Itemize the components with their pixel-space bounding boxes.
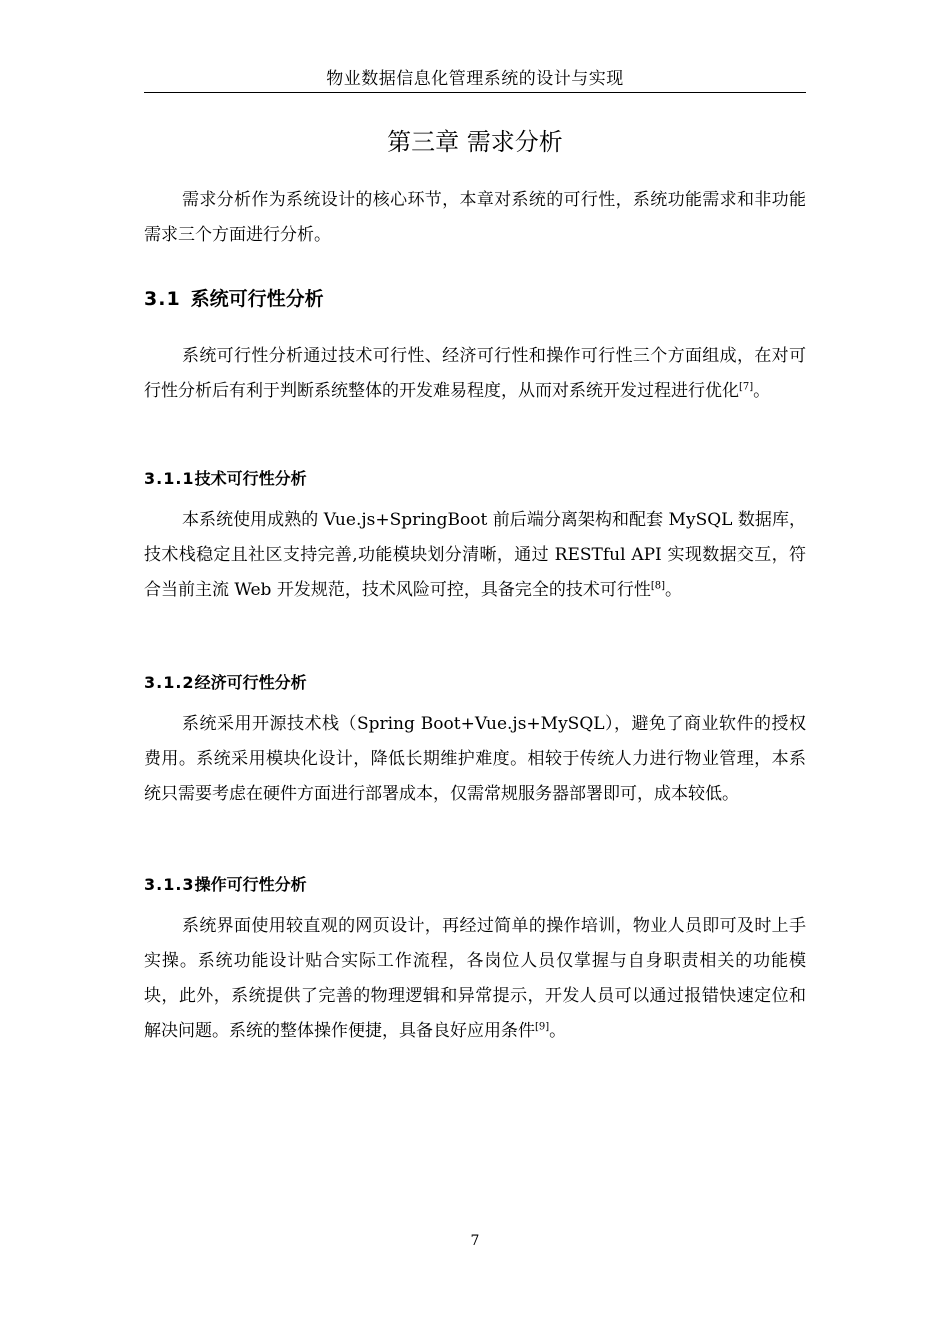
- section-3-1-paragraph: [144, 339, 806, 409]
- paragraph-text: 系统可行性分析通过技术可行性、经济可行性和操作可行性三个方面组成，在对可行性分析后有利于判断系统整体的开发难易程度，从而对系统开发过程进行优化: [144, 346, 806, 401]
- section-heading-3-1-3: [144, 873, 806, 897]
- chapter-title: 第三章 需求分析: [387, 128, 563, 156]
- section-title: 技术可行性分析: [194, 469, 307, 488]
- section-heading-3-1-1: [144, 467, 806, 491]
- section-title: 经济可行性分析: [194, 673, 307, 692]
- paragraph-text: 系统界面使用较直观的网页设计，再经过简单的操作培训，物业人员即可及时上手实操。系统功能设计贴合实际工作流程，各岗位人员仅掌握与自身职责相关的功能模块，此外，系统提供了完善的物理逻辑和异常提示，开发人员可以通过报错快速定位和解决问题。系统的整体操作便捷，具备良好应用条件: [144, 916, 806, 1041]
- section-3-1-2-paragraph: [144, 707, 806, 812]
- section-number: 3.1: [144, 288, 181, 310]
- section-3-1-1-paragraph: [144, 503, 806, 608]
- section-number: 3.1.2: [144, 673, 195, 692]
- citation-marker: [7]: [739, 381, 754, 393]
- section-heading-3-1: [144, 285, 806, 313]
- header-rule: [144, 92, 806, 93]
- chapter-intro-text: 需求分析作为系统设计的核心环节，本章对系统的可行性，系统功能需求和非功能需求三个方面进行分析。: [144, 190, 806, 245]
- section-number: 3.1.3: [144, 875, 195, 894]
- running-header: 物业数据信息化管理系统的设计与实现: [326, 69, 624, 89]
- chapter-intro-paragraph: [144, 183, 806, 253]
- citation-marker: [9]: [535, 1021, 550, 1033]
- section-heading-3-1-2: [144, 671, 806, 695]
- paragraph-text: 系统采用开源技术栈（Spring Boot+Vue.js+MySQL），避免了商业软件的授权费用。系统采用模块化设计，降低长期维护难度。相较于传统人力进行物业管理，本系统只需要考虑在硬件方面进行部署成本，仅需常规服务器部署即可，成本较低。: [144, 714, 806, 804]
- section-number: 3.1.1: [144, 469, 195, 488]
- paragraph-text: 本系统使用成熟的 Vue.js+SpringBoot 前后端分离架构和配套 MySQL 数据库，技术栈稳定且社区支持完善,功能模块划分清晰，通过 RESTful API 实现数据交互，符合当前主流 Web 开发规范，技术风险可控，具备完全的技术可行性: [144, 510, 806, 600]
- paragraph-end: 。: [549, 1021, 567, 1041]
- paragraph-end: 。: [665, 580, 683, 600]
- section-title: 操作可行性分析: [194, 875, 307, 894]
- citation-marker: [8]: [650, 580, 666, 592]
- section-3-1-3-paragraph: [144, 909, 806, 1049]
- section-title: 系统可行性分析: [190, 288, 324, 310]
- paragraph-end: 。: [753, 381, 771, 401]
- page-number: 7: [470, 1233, 480, 1249]
